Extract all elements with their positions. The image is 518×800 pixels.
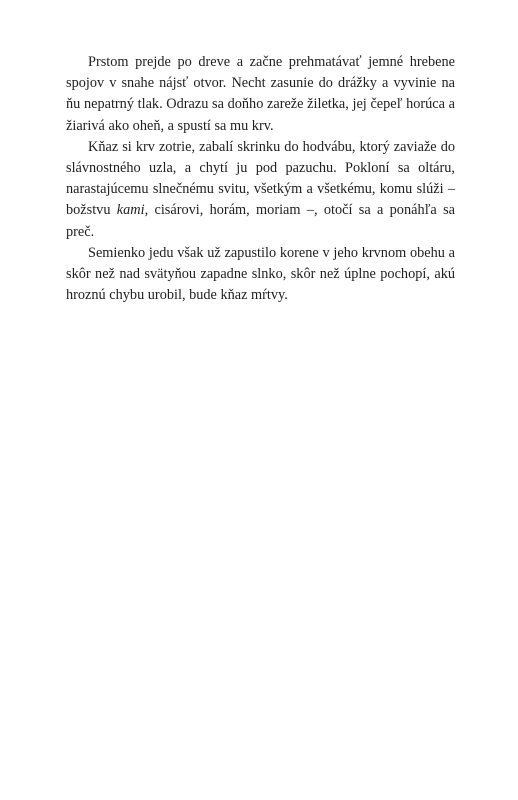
paragraph-1: Prstom prejde po dreve a začne prehmatávať jemné hrebene spojov v snahe nájsť otvor. Necht zasunie do drážky a vyvinie na ňu nepatrný tlak. Odrazu sa doňho zareže žiletka, jej čepeľ horúca a žiarivá ako oheň, a spustí sa mu krv. bbox=[66, 54, 455, 134]
paragraph-2-start: Kňaz si krv zotrie, zabalí skrinku do hodvábu, ktorý zaviaže do slávnostného uzla, a chytí ju pod pazuchu. Pokloní sa oltáru, narastajúcemu slnečnému svitu, všetkým a všetkému, komu slúži – božstvu bbox=[66, 138, 455, 219]
paragraph-3: Semienko jedu však už zapustilo korene v jeho krvnom obehu a skôr než nad svätyňou zapadne slnko, skôr než úplne pochopí, akú hroznú chybu urobil, bude kňaz mŕtvy. bbox=[66, 244, 455, 304]
paragraph-2 bbox=[66, 137, 455, 243]
body-text bbox=[66, 52, 455, 306]
italic-word-kami: kami bbox=[116, 202, 145, 219]
paragraph-2-end: , cisárovi, horám, moriam –, otočí sa a ponáhľa sa preč. bbox=[66, 202, 455, 240]
